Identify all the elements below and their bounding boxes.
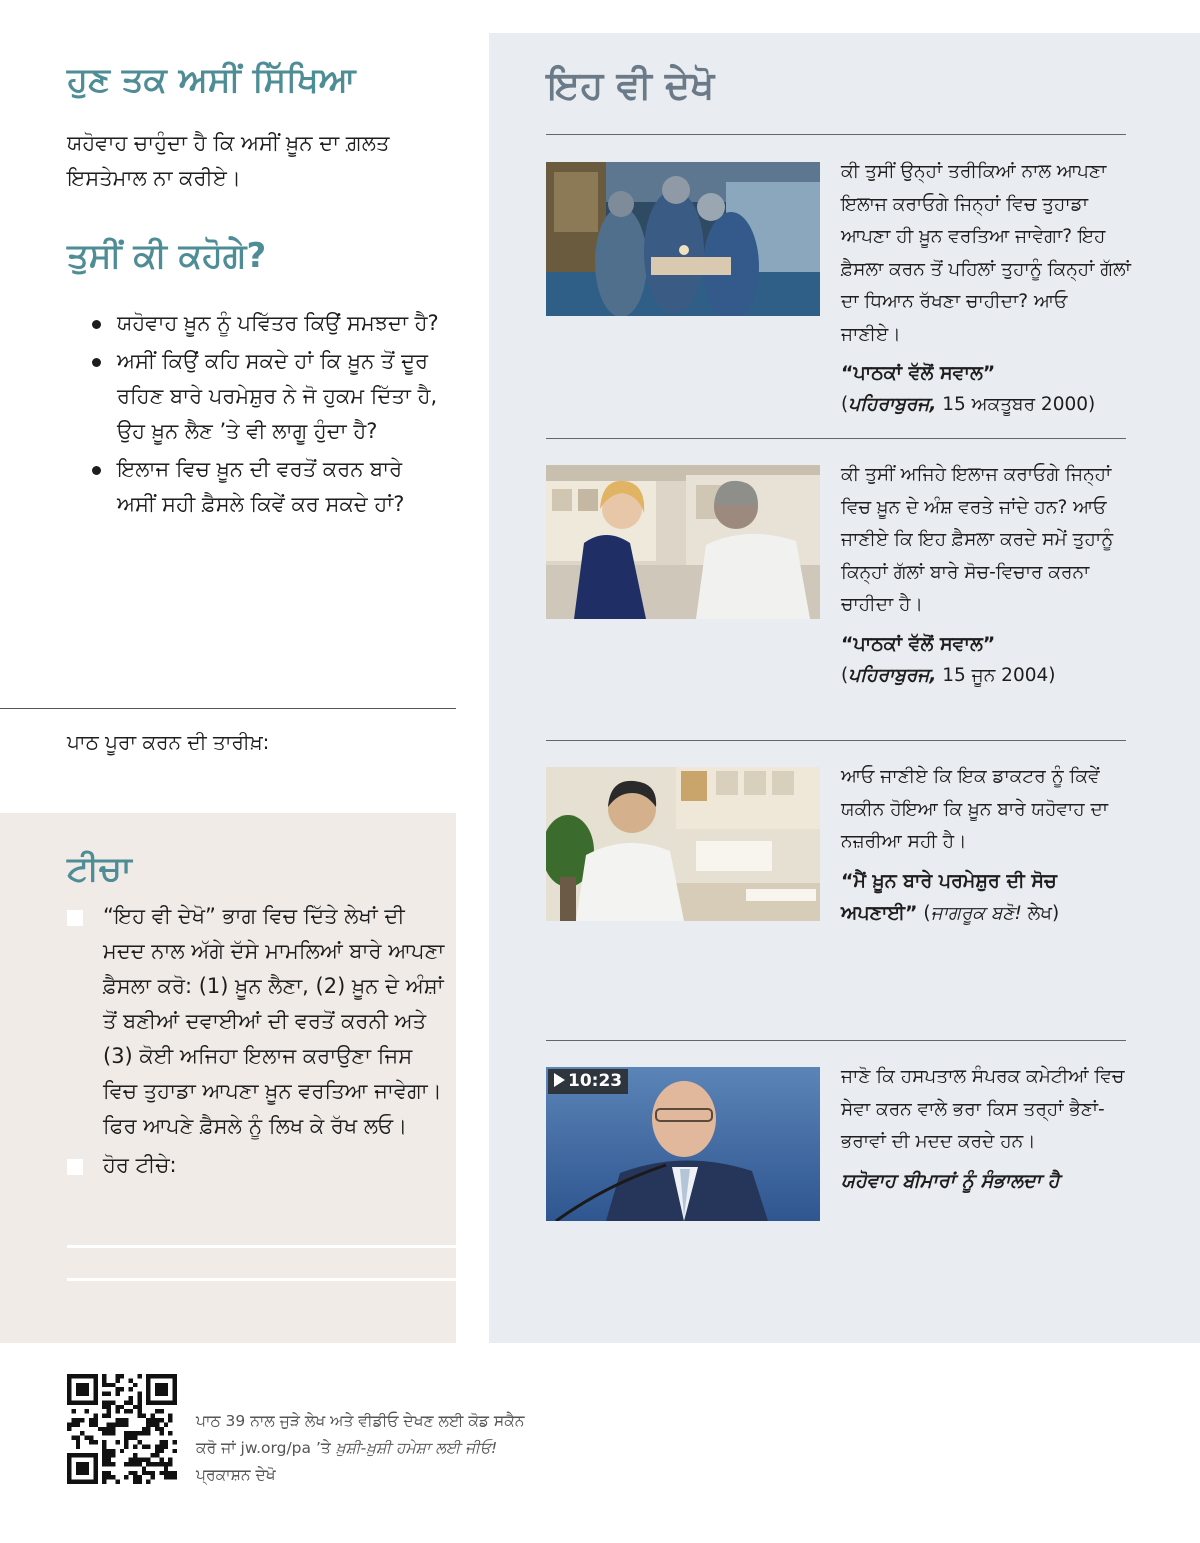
surgery-photo[interactable] bbox=[546, 162, 820, 316]
video-duration-badge bbox=[548, 1069, 628, 1094]
article-divider bbox=[546, 438, 1126, 439]
video-duration: 10:23 bbox=[568, 1071, 623, 1091]
article-text bbox=[841, 1061, 1131, 1197]
article-title-text[interactable]: “ਮੈਂ ਖ਼ੂਨ ਬਾਰੇ ਪਰਮੇਸ਼ੁਰ ਦੀ ਸੋਚ ਅਪਣਾਈ” bbox=[841, 869, 1057, 924]
footer-line: ਪਾਠ 39 ਨਾਲ ਜੁੜੇ ਲੇਖ ਅਤੇ ਵੀਡੀਓ ਦੇਖਣ ਲਈ ਕੋਡ ਸਕੈਨ ਕਰੋ ਜਾਂ jw.org/pa ’ਤੇ bbox=[196, 1412, 525, 1457]
questions-title: ਤੁਸੀਂ ਕੀ ਕਹੋਗੇ? bbox=[67, 236, 267, 276]
footer-text bbox=[196, 1408, 526, 1489]
questions-list bbox=[92, 306, 442, 522]
also-see-title: ਇਹ ਵੀ ਦੇਖੋ bbox=[547, 63, 715, 107]
article-text bbox=[841, 761, 1131, 930]
article-source bbox=[841, 389, 1131, 421]
play-icon bbox=[554, 1073, 565, 1087]
article-title-link[interactable] bbox=[841, 865, 1131, 930]
completion-divider bbox=[0, 708, 456, 709]
goal-title: ਟੀਚਾ bbox=[67, 849, 132, 889]
article-divider bbox=[546, 740, 1126, 741]
video-title-link[interactable]: ਯਹੋਵਾਹ ਬੀਮਾਰਾਂ ਨੂੰ ਸੰਭਾਲਦਾ ਹੈ bbox=[841, 1169, 1060, 1192]
article-title-link[interactable]: “ਪਾਠਕਾਂ ਵੱਲੋਂ ਸਵਾਲ” bbox=[841, 362, 996, 384]
source-date: 15 ਅਕਤੂਬਰ 2000) bbox=[936, 394, 1096, 415]
article-divider bbox=[546, 134, 1126, 135]
doctor-at-desk-photo[interactable] bbox=[546, 767, 820, 921]
goal-list bbox=[67, 899, 447, 1187]
goal-checkbox[interactable] bbox=[67, 1159, 83, 1175]
article-description: ਕੀ ਤੁਸੀਂ ਅਜਿਹੇ ਇਲਾਜ ਕਰਾਓਗੇ ਜਿਨ੍ਹਾਂ ਵਿਚ ਖ਼ੂਨ ਦੇ ਅੰਸ਼ ਵਰਤੇ ਜਾਂਦੇ ਹਨ? ਆਓ ਜਾਣੀਏ ਕਿ ਇਹ ਫ਼ੈਸਲਾ ਕਰਦੇ ਸਮੇਂ ਤੁਹਾਨੂੰ ਕਿਨ੍ਹਾਂ ਗੱਲਾਂ ਬਾਰੇ ਸੋਚ-ਵਿਚਾਰ ਕਰਨਾ ਚਾਹੀਦਾ ਹੈ। bbox=[841, 464, 1114, 615]
speaker-video-thumbnail[interactable] bbox=[546, 1067, 820, 1221]
article-source bbox=[841, 660, 1131, 692]
article-description: ਕੀ ਤੁਸੀਂ ਉਨ੍ਹਾਂ ਤਰੀਕਿਆਂ ਨਾਲ ਆਪਣਾ ਇਲਾਜ ਕਰਾਓਗੇ ਜਿਨ੍ਹਾਂ ਵਿਚ ਤੁਹਾਡਾ ਆਪਣਾ ਹੀ ਖ਼ੂਨ ਵਰਤਿਆ ਜਾਵੇਗਾ? ਇਹ ਫ਼ੈਸਲਾ ਕਰਨ ਤੋਂ ਪਹਿਲਾਂ ਤੁਹਾਨੂੰ ਕਿਨ੍ਹਾਂ ਗੱਲਾਂ ਦਾ ਧਿਆਨ ਰੱਖਣਾ ਚਾਹੀਦਾ? ਆਓ ਜਾਣੀਏ। bbox=[841, 161, 1131, 345]
article-description: ਆਓ ਜਾਣੀਏ ਕਿ ਇਕ ਡਾਕਟਰ ਨੂੰ ਕਿਵੇਂ ਯਕੀਨ ਹੋਇਆ ਕਿ ਖ਼ੂਨ ਬਾਰੇ ਯਹੋਵਾਹ ਦਾ ਨਜ਼ਰੀਆ ਸਹੀ ਹੈ। bbox=[841, 766, 1109, 852]
source-open: ( bbox=[841, 664, 849, 686]
goal-item-text: ਹੋਰ ਟੀਚੇ: bbox=[103, 1153, 177, 1177]
completion-date-label: ਪਾਠ ਪੂਰਾ ਕਰਨ ਦੀ ਤਾਰੀਖ਼: bbox=[67, 730, 270, 754]
learned-title: ਹੁਣ ਤਕ ਅਸੀਂ ਸਿੱਖਿਆ bbox=[67, 60, 356, 100]
doctor-consultation-photo[interactable] bbox=[546, 465, 820, 619]
article-text bbox=[841, 156, 1131, 421]
article-title-link[interactable]: “ਪਾਠਕਾਂ ਵੱਲੋਂ ਸਵਾਲ” bbox=[841, 632, 996, 655]
learned-summary: ਯਹੋਵਾਹ ਚਾਹੁੰਦਾ ਹੈ ਕਿ ਅਸੀਂ ਖ਼ੂਨ ਦਾ ਗ਼ਲਤ ਇਸਤੇਮਾਲ ਨਾ ਕਰੀਏ। bbox=[67, 131, 390, 190]
article-text bbox=[841, 459, 1131, 692]
qr-code-icon[interactable] bbox=[67, 1374, 177, 1484]
question-item: ਅਸੀਂ ਕਿਉਂ ਕਹਿ ਸਕਦੇ ਹਾਂ ਕਿ ਖ਼ੂਨ ਤੋਂ ਦੂਰ ਰਹਿਣ ਬਾਰੇ ਪਰਮੇਸ਼ੁਰ ਨੇ ਜੋ ਹੁਕਮ ਦਿੱਤਾ ਹੈ, ਉਹ ਖ਼ੂਨ ਲੈਣ ’ਤੇ ਵੀ ਲਾਗੂ ਹੁੰਦਾ ਹੈ? bbox=[92, 344, 442, 449]
source-date: 15 ਜੂਨ 2004) bbox=[936, 664, 1056, 686]
goal-panel bbox=[0, 813, 456, 1343]
source-open: ( bbox=[841, 394, 849, 415]
source-type: ਲੇਖ) bbox=[1021, 902, 1060, 924]
article-divider bbox=[546, 1040, 1126, 1041]
question-item: ਯਹੋਵਾਹ ਖ਼ੂਨ ਨੂੰ ਪਵਿੱਤਰ ਕਿਉਂ ਸਮਝਦਾ ਹੈ? bbox=[92, 306, 442, 341]
footer-line-end: ਪ੍ਰਕਾਸ਼ਨ ਦੇਖੋ bbox=[196, 1466, 276, 1484]
publication-name: ਪਹਿਰਾਬੁਰਜ, bbox=[848, 664, 937, 686]
article-source-inline bbox=[918, 903, 1060, 924]
source-open: ( bbox=[917, 902, 931, 924]
goal-checkbox[interactable] bbox=[67, 910, 83, 926]
question-item: ਇਲਾਜ ਵਿਚ ਖ਼ੂਨ ਦੀ ਵਰਤੋਂ ਕਰਨ ਬਾਰੇ ਅਸੀਂ ਸਹੀ ਫ਼ੈਸਲੇ ਕਿਵੇਂ ਕਰ ਸਕਦੇ ਹਾਂ? bbox=[92, 452, 442, 522]
footer-publication[interactable]: ਖ਼ੁਸ਼ੀ-ਖ਼ੁਸ਼ੀ ਹਮੇਸ਼ਾ ਲਈ ਜੀਓ! bbox=[335, 1439, 498, 1457]
publication-name: ਪਹਿਰਾਬੁਰਜ, bbox=[848, 394, 937, 415]
article-description: ਜਾਣੋ ਕਿ ਹਸਪਤਾਲ ਸੰਪਰਕ ਕਮੇਟੀਆਂ ਵਿਚ ਸੇਵਾ ਕਰਨ ਵਾਲੇ ਭਰਾ ਕਿਸ ਤਰ੍ਹਾਂ ਭੈਣਾਂ-ਭਰਾਵਾਂ ਦੀ ਮਦਦ ਕਰਦੇ ਹਨ। bbox=[841, 1066, 1125, 1152]
goal-item bbox=[67, 1148, 447, 1183]
also-see-panel bbox=[489, 33, 1200, 1343]
goal-item-text: “ਇਹ ਵੀ ਦੇਖੋ” ਭਾਗ ਵਿਚ ਦਿੱਤੇ ਲੇਖਾਂ ਦੀ ਮਦਦ ਨਾਲ ਅੱਗੇ ਦੱਸੇ ਮਾਮਲਿਆਂ ਬਾਰੇ ਆਪਣਾ ਫ਼ੈਸਲਾ ਕਰੋ: (1) ਖ਼ੂਨ ਲੈਣਾ, (2) ਖ਼ੂਨ ਦੇ ਅੰਸ਼ਾਂ ਤੋਂ ਬਣੀਆਂ ਦਵਾਈਆਂ ਦੀ ਵਰਤੋਂ ਕਰਨੀ ਅਤੇ (3) ਕੋਈ ਅਜਿਹਾ ਇਲਾਜ ਕਰਾਉਣਾ ਜਿਸ ਵਿਚ ਤੁਹਾਡਾ ਆਪਣਾ ਖ਼ੂਨ ਵਰਤਿਆ ਜਾਵੇਗਾ। ਫਿਰ ਆਪਣੇ ਫ਼ੈਸਲੇ ਨੂੰ ਲਿਖ ਕੇ ਰੱਖ ਲਓ। bbox=[103, 904, 445, 1138]
publication-name: ਜਾਗਰੂਕ ਬਣੋ! bbox=[930, 902, 1022, 924]
goal-write-line[interactable] bbox=[67, 1278, 456, 1281]
goal-write-line[interactable] bbox=[67, 1245, 456, 1248]
goal-item bbox=[67, 899, 447, 1144]
